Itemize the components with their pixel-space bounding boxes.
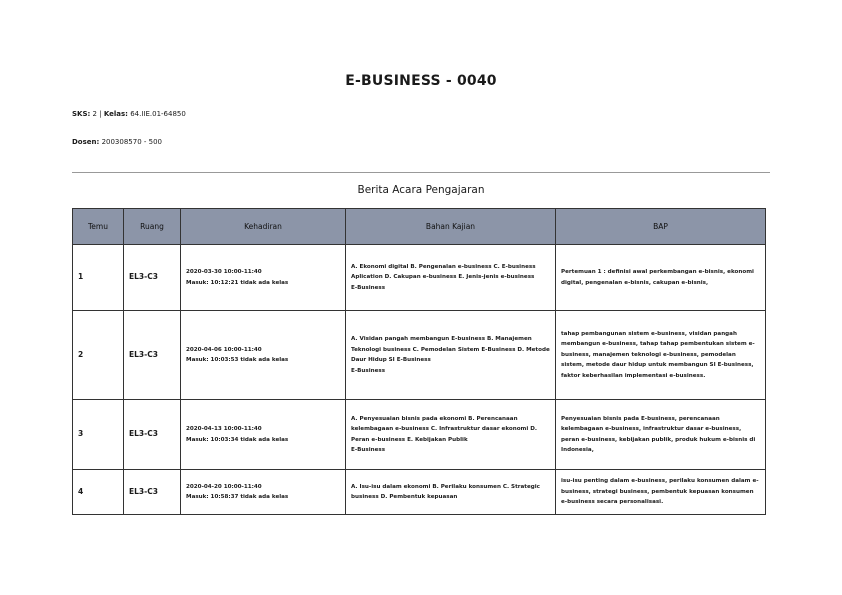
bap-text: isu-isu penting dalam e-business, perilaku konsumen dalam e-business, strategi business, pembentuk kepuasan konsumen e-business secara personalisasi. <box>561 478 759 506</box>
check-in-time: Masuk: 10:58:37 tidak ada kelas <box>186 494 289 500</box>
schedule-time: 2020-03-30 10:00-11:40 <box>186 269 262 275</box>
teaching-record-table <box>72 208 766 515</box>
cell-bap <box>556 311 766 400</box>
cell-bap <box>556 245 766 311</box>
column-header-bap: BAP <box>556 209 766 245</box>
dosen-label: Dosen: <box>72 138 100 146</box>
cell-temu: 4 <box>73 470 124 515</box>
dosen-value: 200308570 - 500 <box>101 138 162 146</box>
sks-label: SKS: <box>72 110 91 118</box>
cell-temu: 2 <box>73 311 124 400</box>
schedule-time: 2020-04-06 10:00-11:40 <box>186 346 262 353</box>
table-header-row <box>73 209 766 245</box>
check-in-time: Masuk: 10:03:34 tidak ada kelas <box>186 436 289 443</box>
bahan-text: A. Ekonomi digital B. Pengenalan e-business C. E-business Aplication D. Cakupan e-business E. Jenis-jenis e-business E-Business <box>351 263 536 291</box>
cell-temu: 3 <box>73 400 124 470</box>
document-title: E-BUSINESS - 0040 <box>345 73 497 89</box>
cell-bahan-kajian <box>346 311 556 400</box>
cell-bahan-kajian <box>346 470 556 515</box>
column-header-bahan-kajian: Bahan Kajian <box>346 209 556 245</box>
bahan-text: A. Penyesuaian bisnis pada ekonomi B. Perencanaan kelembagaan e-business C. Infrastruktur dasar ekonomi D. Peran e-business E. Kebijakan Publik E-Business <box>351 415 538 453</box>
divider <box>72 172 770 173</box>
cell-kehadiran <box>181 400 346 470</box>
table-row <box>73 400 766 470</box>
cell-ruang: EL3-C3 <box>124 470 181 515</box>
sks-value: 2 <box>92 110 98 118</box>
schedule-time: 2020-04-20 10:00-11:40 <box>186 483 262 490</box>
cell-bap <box>556 400 766 470</box>
cell-ruang: EL3-C3 <box>124 400 181 470</box>
cell-bap <box>556 470 766 515</box>
course-info <box>72 110 186 118</box>
cell-bahan-kajian <box>346 400 556 470</box>
bap-text: Pertemuan 1 : definisi awal perkembangan e-bisnis, ekonomi digital, pengenalan e-bisnis, cakupan e-bisnis, <box>561 269 754 286</box>
cell-kehadiran <box>181 470 346 515</box>
cell-kehadiran <box>181 245 346 311</box>
column-header-kehadiran: Kehadiran <box>181 209 346 245</box>
check-in-time: Masuk: 10:03:53 tidak ada kelas <box>186 357 289 363</box>
bap-text: Penyesuaian bisnis pada E-business, perencanaan kelembagaan e-business, infrastruktur dasar e-business, peran e-business, kebijakan publik, produk hukum e-bisnis di Indonesia, <box>561 415 756 453</box>
lecturer-info <box>72 138 162 146</box>
separator: | <box>99 110 102 118</box>
cell-temu: 1 <box>73 245 124 311</box>
kelas-label: Kelas: <box>103 110 128 118</box>
bahan-text: A. Isu-isu dalam ekonomi B. Perilaku konsumen C. Strategic business D. Pembentuk kepuasan <box>351 483 540 500</box>
section-title: Berita Acara Pengajaran <box>357 184 485 196</box>
bahan-text: A. Visidan pangah membangun E-business B. Manajemen Teknologi business C. Pemodelan Sistem E-Business D. Metode Daur Hidup SI E-Business E-Business <box>351 336 550 374</box>
table-row <box>73 245 766 311</box>
cell-kehadiran <box>181 311 346 400</box>
cell-bahan-kajian <box>346 245 556 311</box>
cell-ruang: EL3-C3 <box>124 311 181 400</box>
column-header-temu: Temu <box>73 209 124 245</box>
column-header-ruang: Ruang <box>124 209 181 245</box>
table-row <box>73 311 766 400</box>
bap-text: tahap pembangunan sistem e-business, visidan pangah membangun e-business, tahap tahap pembentukan sistem e-business, manajemen teknologi e-business, pemodelan sistem, metode daur hidup untuk membangun SI E-business, faktor keberhasilan implementasi e-business. <box>561 330 755 379</box>
schedule-time: 2020-04-13 10:00-11:40 <box>186 426 262 432</box>
cell-ruang: EL3-C3 <box>124 245 181 311</box>
kelas-value: 64.IIE.01-64850 <box>130 110 186 118</box>
check-in-time: Masuk: 10:12:21 tidak ada kelas <box>186 279 289 286</box>
table-row <box>73 470 766 515</box>
